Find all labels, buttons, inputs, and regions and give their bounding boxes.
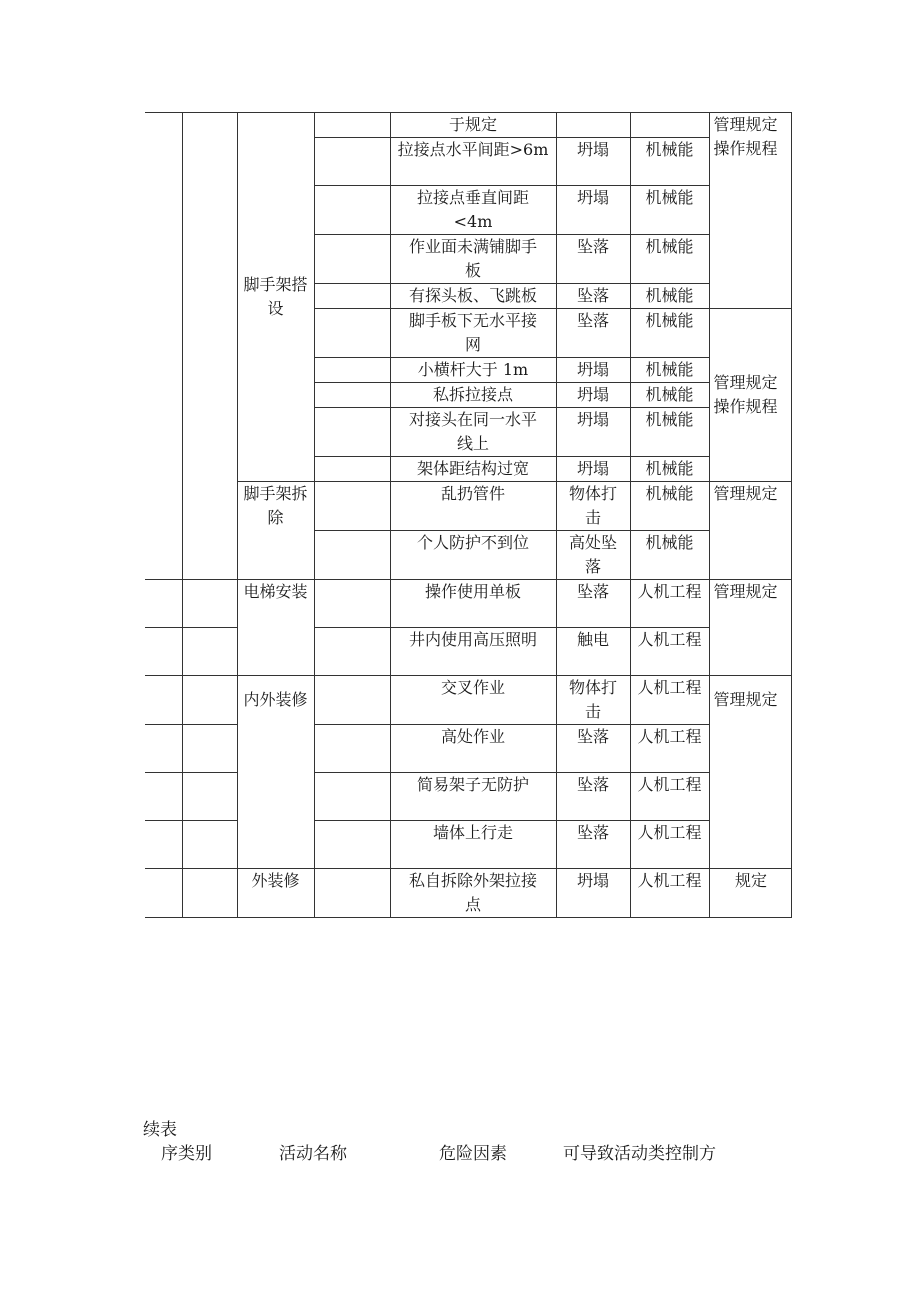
blank-cell <box>314 482 390 531</box>
accident-cell: 触电 <box>556 628 630 676</box>
control-cell: 管理规定 操作规程 <box>709 309 791 482</box>
hazard-cell: 脚手板下无水平接 网 <box>390 309 556 358</box>
blank-cell <box>314 531 390 580</box>
hazard-cell: 对接头在同一水平 线上 <box>390 408 556 457</box>
accident-cell: 坍塌 <box>556 408 630 457</box>
hazard-cell: 私拆拉接点 <box>390 383 556 408</box>
energy-cell: 机械能 <box>630 358 709 383</box>
accident-cell: 坍塌 <box>556 358 630 383</box>
seq-cell <box>145 821 182 869</box>
seq-cell <box>145 580 182 628</box>
blank-cell <box>314 235 390 284</box>
energy-cell: 机械能 <box>630 457 709 482</box>
seq-cell <box>145 773 182 821</box>
activity-cell <box>237 113 314 482</box>
energy-cell <box>630 113 709 138</box>
category-cell <box>182 676 237 725</box>
hazard-cell: 个人防护不到位 <box>390 531 556 580</box>
hazard-cell: 交叉作业 <box>390 676 556 725</box>
hazard-cell: 作业面未满铺脚手 板 <box>390 235 556 284</box>
category-cell <box>182 580 237 628</box>
hazard-cell: 乱扔管件 <box>390 482 556 531</box>
hazard-cell: 墙体上行走 <box>390 821 556 869</box>
accident-cell: 坍塌 <box>556 186 630 235</box>
activity-cell: 电梯安装 <box>237 580 314 676</box>
energy-cell: 人机工程 <box>630 869 709 918</box>
blank-cell <box>314 773 390 821</box>
hazard-cell: 井内使用高压照明 <box>390 628 556 676</box>
accident-cell: 坠落 <box>556 773 630 821</box>
accident-cell: 坠落 <box>556 725 630 773</box>
blank-cell <box>314 580 390 628</box>
category-cell <box>182 113 237 580</box>
activity-name: 脚手架搭 设 <box>243 275 308 318</box>
control-cell: 管理规定 操作规程 <box>709 113 791 309</box>
accident-cell: 坠落 <box>556 235 630 284</box>
accident-cell: 坠落 <box>556 580 630 628</box>
blank-cell <box>314 284 390 309</box>
hazard-cell: 拉接点垂直间距 <4m <box>390 186 556 235</box>
blank-cell <box>314 358 390 383</box>
control-cell: 管理规定 <box>709 580 791 676</box>
category-cell <box>182 773 237 821</box>
accident-cell: 坍塌 <box>556 869 630 918</box>
hazard-cell: 架体距结构过宽 <box>390 457 556 482</box>
energy-cell: 机械能 <box>630 186 709 235</box>
continued-table-header <box>143 1118 716 1164</box>
accident-cell: 坠落 <box>556 309 630 358</box>
energy-cell: 人机工程 <box>630 725 709 773</box>
accident-cell: 坍塌 <box>556 457 630 482</box>
accident-cell: 坍塌 <box>556 383 630 408</box>
accident-cell: 物体打 击 <box>556 482 630 531</box>
continued-label: 续表 <box>143 1120 177 1140</box>
blank-cell <box>314 138 390 186</box>
blank-cell <box>314 676 390 725</box>
accident-cell: 坠落 <box>556 821 630 869</box>
accident-cell: 高处坠 落 <box>556 531 630 580</box>
seq-cell <box>145 628 182 676</box>
hazard-cell: 操作使用单板 <box>390 580 556 628</box>
control-cell: 管理规定 <box>709 482 791 580</box>
seq-cell <box>145 676 182 725</box>
category-cell <box>182 869 237 918</box>
risk-table <box>145 112 792 918</box>
energy-cell: 人机工程 <box>630 676 709 725</box>
blank-cell <box>314 408 390 457</box>
energy-cell: 人机工程 <box>630 821 709 869</box>
energy-cell: 机械能 <box>630 138 709 186</box>
blank-cell <box>314 869 390 918</box>
energy-cell: 机械能 <box>630 408 709 457</box>
blank-cell <box>314 725 390 773</box>
col-seq-category: 序类别 <box>161 1144 212 1164</box>
hazard-cell: 小横杆大于 1m <box>390 358 556 383</box>
hazard-cell: 简易架子无防护 <box>390 773 556 821</box>
blank-cell <box>314 457 390 482</box>
seq-cell <box>145 869 182 918</box>
blank-cell <box>314 309 390 358</box>
blank-cell <box>314 821 390 869</box>
energy-cell: 机械能 <box>630 383 709 408</box>
energy-cell: 人机工程 <box>630 580 709 628</box>
hazard-cell: 于规定 <box>390 113 556 138</box>
blank-cell <box>314 186 390 235</box>
col-hazard: 危险因素 <box>439 1144 507 1164</box>
category-cell <box>182 821 237 869</box>
activity-cell: 外装修 <box>237 869 314 918</box>
activity-name: 内外装修 <box>243 690 308 709</box>
col-cause: 可导致活动类控制方 <box>563 1144 716 1164</box>
blank-cell <box>314 113 390 138</box>
hazard-cell: 拉接点水平间距>6m <box>390 138 556 186</box>
accident-cell: 物体打 击 <box>556 676 630 725</box>
hazard-cell: 高处作业 <box>390 725 556 773</box>
energy-cell: 机械能 <box>630 235 709 284</box>
blank-cell <box>314 628 390 676</box>
blank-cell <box>314 383 390 408</box>
activity-cell: 脚手架拆 除 <box>237 482 314 580</box>
energy-cell: 机械能 <box>630 309 709 358</box>
control-cell: 规定 <box>709 869 791 918</box>
seq-cell <box>145 725 182 773</box>
energy-cell: 机械能 <box>630 284 709 309</box>
energy-cell: 人机工程 <box>630 628 709 676</box>
control-cell <box>709 676 791 869</box>
energy-cell: 机械能 <box>630 482 709 531</box>
col-activity-name: 活动名称 <box>279 1144 347 1164</box>
activity-cell <box>237 676 314 869</box>
hazard-cell: 私自拆除外架拉接 点 <box>390 869 556 918</box>
accident-cell: 坍塌 <box>556 138 630 186</box>
accident-cell <box>556 113 630 138</box>
hazard-cell: 有探头板、飞跳板 <box>390 284 556 309</box>
category-cell <box>182 725 237 773</box>
accident-cell: 坠落 <box>556 284 630 309</box>
category-cell <box>182 628 237 676</box>
control-text: 管理规定 <box>713 690 778 709</box>
seq-cell <box>145 113 182 580</box>
energy-cell: 人机工程 <box>630 773 709 821</box>
energy-cell: 机械能 <box>630 531 709 580</box>
